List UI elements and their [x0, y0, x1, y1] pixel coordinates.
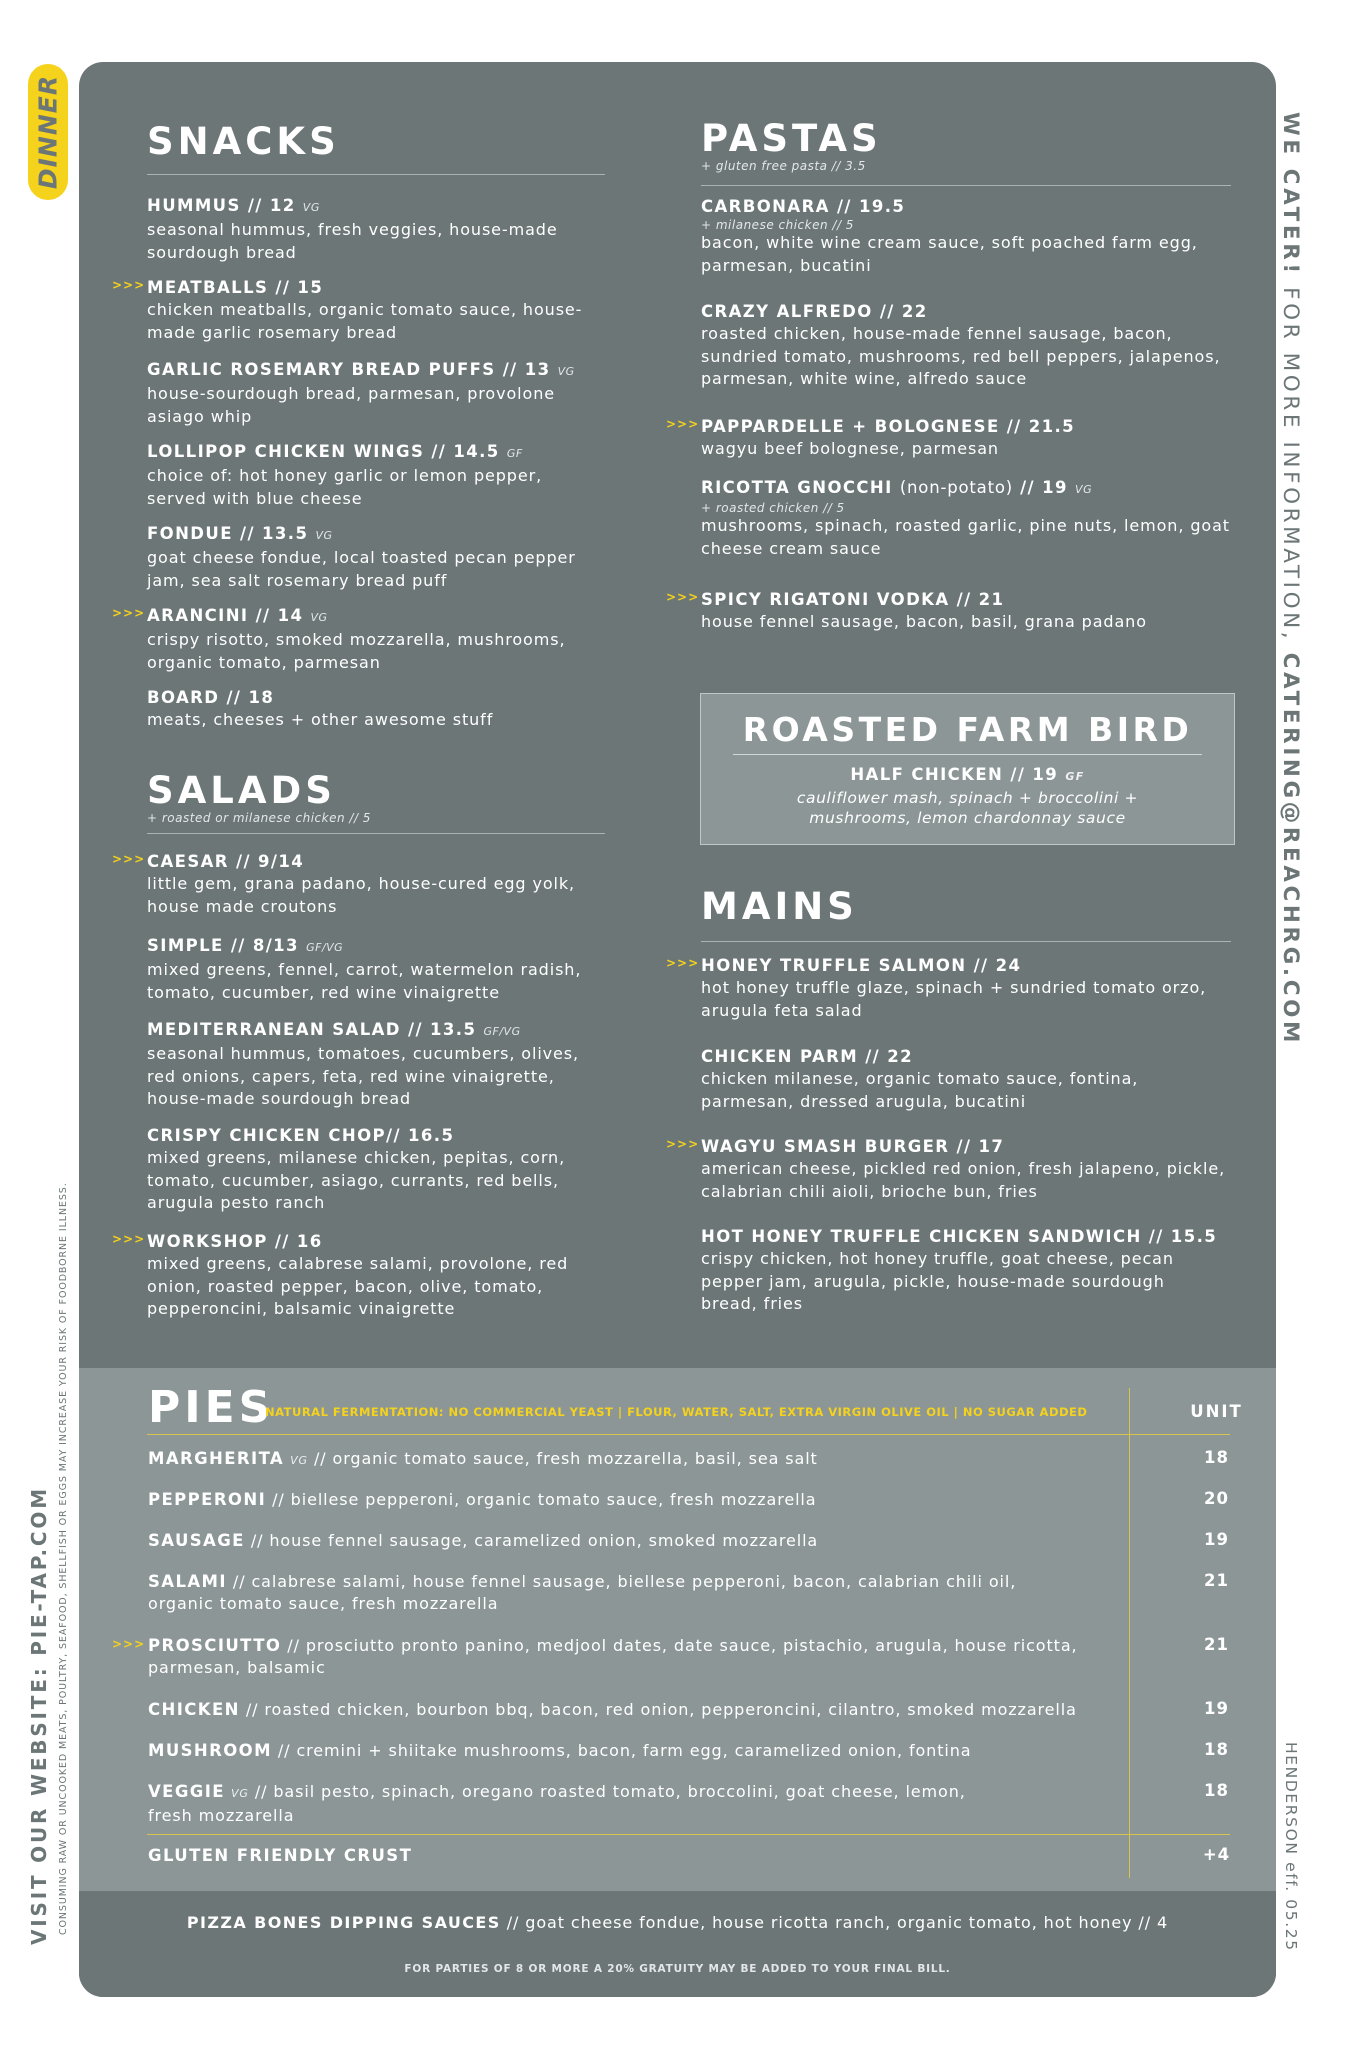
diet-tag: VG	[315, 529, 333, 542]
item-desc: mixed greens, calabrese salami, provolone, red onion, roasted pepper, bacon, olive, tomato, pepperoncini, balsamic vinaigrette	[147, 1254, 569, 1318]
menu-item	[147, 523, 597, 592]
item-desc: house-sourdough bread, parmesan, provolone asiago whip	[147, 384, 556, 426]
menu-item	[112, 1231, 597, 1321]
unit-header: UNIT	[1190, 1402, 1243, 1421]
menu-item	[701, 196, 1236, 277]
menu-card	[79, 62, 1276, 1997]
menu-item	[147, 441, 597, 510]
diet-tag: VG	[230, 1787, 249, 1800]
snacks-rule	[147, 174, 605, 175]
menu-item	[701, 764, 1234, 828]
diet-tag: VG	[1075, 483, 1093, 496]
pie-desc: // biellese pepperoni, organic tomato sauce, fresh mozzarella	[272, 1490, 817, 1509]
item-name: WAGYU SMASH BURGER // 17	[701, 1137, 1005, 1156]
dinner-tab	[28, 64, 68, 200]
menu-item	[147, 1125, 597, 1215]
featured-arrow-icon: >>>	[666, 590, 700, 604]
pie-row	[148, 1530, 1098, 1552]
menu-item	[701, 1046, 1236, 1113]
pies-note: NATURAL FERMENTATION: NO COMMERCIAL YEAST | FLOUR, WATER, SALT, EXTRA VIRGIN OLIVE OIL | NO SUGAR ADDED	[265, 1405, 1088, 1419]
consumption-text: CONSUMING RAW OR UNCOOKED MEATS, POULTRY, SEAFOOD, SHELLFISH OR EGGS MAY INCREASE YOUR RISK OF FOODBORNE ILLNESS.	[58, 1182, 69, 1935]
farm-bird-box	[700, 693, 1235, 845]
item-desc: chicken meatballs, organic tomato sauce, house-made garlic rosemary bread	[147, 300, 583, 342]
farm-bird-title: ROASTED FARM BIRD	[742, 710, 1193, 749]
diet-tag: VG	[557, 365, 575, 378]
pie-desc: // house fennel sausage, caramelized onion, smoked mozzarella	[250, 1531, 819, 1550]
pie-name: MUSHROOM	[148, 1741, 272, 1760]
pie-desc: // basil pesto, spinach, oregano roasted tomato, broccolini, goat cheese, lemon,	[254, 1782, 966, 1801]
salads-rule	[147, 833, 605, 834]
menu-item	[701, 1226, 1218, 1316]
item-name: MEATBALLS // 15	[147, 278, 324, 297]
item-desc: little gem, grana padano, house-cured egg yolk, house made croutons	[147, 874, 576, 916]
item-name: CRISPY CHICKEN CHOP// 16.5	[147, 1126, 455, 1145]
item-name: FONDUE // 13.5	[147, 524, 309, 543]
featured-arrow-icon: >>>	[112, 852, 146, 866]
diet-tag: GF/VG	[306, 941, 344, 954]
item-desc: wagyu beef bolognese, parmesan	[701, 439, 999, 458]
item-desc: crispy chicken, hot honey truffle, goat cheese, pecan pepper jam, arugula, pickle, house-made sourdough bread, fries	[701, 1249, 1174, 1313]
menu-item	[147, 359, 597, 428]
item-name-note: (non-potato)	[899, 478, 1013, 497]
location-text: HENDERSON eff. 05.25	[1282, 1742, 1300, 1952]
pie-name: SAUSAGE	[148, 1531, 245, 1550]
item-desc: mixed greens, milanese chicken, pepitas, corn, tomato, cucumber, asiago, currants, red bells, arugula pesto ranch	[147, 1148, 566, 1212]
pies-footer-rule	[147, 1834, 1230, 1835]
featured-arrow-icon: >>>	[112, 278, 146, 292]
menu-item	[112, 851, 597, 918]
pie-desc: // prosciutto pronto panino, medjool dates, date sauce, pistachio, arugula, house ricotta,	[287, 1636, 1078, 1655]
pie-name: PEPPERONI	[148, 1490, 267, 1509]
item-desc: roasted chicken, house-made fennel sausage, bacon, sundried tomato, mushrooms, red bell peppers, jalapenos, parmesan, white wine, alfredo sauce	[701, 324, 1221, 388]
dipping-name: PIZZA BONES DIPPING SAUCES	[186, 1913, 501, 1932]
dipping-desc: // goat cheese fondue, house ricotta ranch, organic tomato, hot honey // 4	[506, 1913, 1169, 1932]
diet-tag: GF	[506, 447, 523, 460]
pie-desc: // calabrese salami, house fennel sausage, biellese pepperoni, bacon, calabrian chili oil,	[232, 1572, 1017, 1591]
item-name: LOLLIPOP CHICKEN WINGS // 14.5	[147, 442, 500, 461]
pie-price: 21	[1204, 1635, 1229, 1654]
website-link[interactable]: VISIT OUR WEBSITE: PIE-TAP.COM	[27, 1486, 51, 1945]
item-desc: chicken milanese, organic tomato sauce, fontina, parmesan, dressed arugula, bucatini	[701, 1069, 1139, 1111]
pie-name: MARGHERITA	[148, 1449, 285, 1468]
item-name: CRAZY ALFREDO // 22	[701, 302, 928, 321]
item-name: WORKSHOP // 16	[147, 1232, 323, 1251]
pie-price: 19	[1204, 1530, 1229, 1549]
menu-item	[666, 416, 1236, 461]
pie-price: 21	[1204, 1571, 1229, 1590]
pie-price: 19	[1204, 1699, 1229, 1718]
item-name: BOARD // 18	[147, 688, 275, 707]
pies-header-rule	[147, 1434, 1230, 1435]
featured-arrow-icon: >>>	[666, 1137, 700, 1151]
diet-tag: GF	[1065, 770, 1085, 783]
pie-name: CHICKEN	[148, 1700, 240, 1719]
diet-tag: VG	[290, 1454, 308, 1467]
pie-row	[148, 1448, 1098, 1472]
item-desc: choice of: hot honey garlic or lemon pepper, served with blue cheese	[147, 466, 543, 508]
catering-bold: WE CATER!	[1278, 112, 1303, 277]
item-desc: hot honey truffle glaze, spinach + sundried tomato orzo, arugula feta salad	[701, 978, 1207, 1020]
pie-desc-cont: fresh mozzarella	[148, 1806, 295, 1825]
pie-row	[148, 1699, 1148, 1721]
pie-name: GLUTEN FRIENDLY CRUST	[148, 1846, 413, 1865]
pie-desc: // organic tomato sauce, fresh mozzarella, basil, sea salt	[313, 1449, 818, 1468]
pastas-note: + gluten free pasta // 3.5	[701, 159, 866, 173]
item-name: CAESAR // 9/14	[147, 852, 305, 871]
item-desc: seasonal hummus, tomatoes, cucumbers, olives, red onions, capers, feta, red wine vinaigrette, house-made sourdough bread	[147, 1044, 580, 1108]
pie-row	[148, 1489, 1098, 1511]
item-addon: + roasted chicken // 5	[701, 501, 845, 515]
menu-item	[701, 301, 1236, 391]
menu-item	[147, 935, 597, 1004]
item-desc: mixed greens, fennel, carrot, watermelon radish, tomato, cucumber, red wine vinaigrette	[147, 960, 582, 1002]
menu-item	[112, 605, 597, 674]
item-name: PAPPARDELLE + BOLOGNESE // 21.5	[701, 417, 1076, 436]
catering-email[interactable]: CATERING@REACHRG.COM	[1278, 652, 1303, 1046]
item-name: HOT HONEY TRUFFLE CHICKEN SANDWICH // 15.5	[701, 1227, 1218, 1246]
pie-name: VEGGIE	[148, 1782, 225, 1801]
pie-desc: // cremini + shiitake mushrooms, bacon, farm egg, caramelized onion, fontina	[277, 1741, 972, 1760]
menu-item	[666, 955, 1236, 1022]
farm-bird-rule	[733, 754, 1202, 755]
catering-text: FOR MORE INFORMATION,	[1278, 276, 1303, 653]
item-name: RICOTTA GNOCCHI	[701, 478, 893, 497]
item-name: HALF CHICKEN // 19	[850, 765, 1059, 784]
pie-row	[148, 1845, 1098, 1867]
item-desc: house fennel sausage, bacon, basil, grana padano	[701, 612, 1147, 631]
pastas-title: PASTAS	[701, 117, 882, 160]
item-name: ARANCINI // 14	[147, 606, 304, 625]
item-desc: goat cheese fondue, local toasted pecan pepper jam, sea salt rosemary bread puff	[147, 548, 576, 590]
item-desc: meats, cheeses + other awesome stuff	[147, 710, 494, 729]
diet-tag: VG	[310, 611, 328, 624]
pie-price: 18	[1204, 1448, 1229, 1467]
menu-item	[666, 589, 1236, 634]
dinner-label: DINNER	[33, 74, 63, 190]
menu-item	[147, 195, 597, 264]
item-name: HUMMUS // 12	[147, 196, 296, 215]
item-desc: seasonal hummus, fresh veggies, house-made sourdough bread	[147, 220, 558, 262]
dipping-section	[79, 1891, 1276, 1997]
item-desc: mushrooms, spinach, roasted garlic, pine nuts, lemon, goat cheese cream sauce	[701, 516, 1230, 558]
pie-name: SALAMI	[148, 1572, 227, 1591]
featured-arrow-icon: >>>	[112, 1232, 146, 1246]
gratuity-note: FOR PARTIES OF 8 OR MORE A 20% GRATUITY MAY BE ADDED TO YOUR FINAL BILL.	[404, 1963, 951, 1975]
pie-price: 20	[1204, 1489, 1229, 1508]
pie-desc-cont: organic tomato sauce, fresh mozzarella	[148, 1594, 499, 1613]
menu-item	[147, 1019, 597, 1111]
item-name: MEDITERRANEAN SALAD // 13.5	[147, 1020, 477, 1039]
pie-row	[148, 1571, 1098, 1615]
item-addon: + milanese chicken // 5	[701, 218, 854, 232]
item-desc: crispy risotto, smoked mozzarella, mushrooms, organic tomato, parmesan	[147, 630, 566, 672]
pie-desc-cont: parmesan, balsamic	[148, 1658, 326, 1677]
mains-title: MAINS	[701, 885, 858, 928]
item-name: SPICY RIGATONI VODKA // 21	[701, 590, 1005, 609]
item-name: HONEY TRUFFLE SALMON // 24	[701, 956, 1022, 975]
mains-rule	[701, 941, 1231, 942]
item-desc: cauliflower mash, spinach + broccolini + mushrooms, lemon chardonnay sauce	[796, 789, 1139, 827]
diet-tag: VG	[302, 201, 320, 214]
salads-title: SALADS	[147, 769, 336, 812]
salads-note: + roasted or milanese chicken // 5	[147, 811, 371, 825]
pie-row	[148, 1740, 1098, 1762]
featured-arrow-icon: >>>	[666, 956, 700, 970]
featured-arrow-icon: >>>	[112, 1637, 146, 1651]
pies-column-rule	[1129, 1388, 1130, 1878]
item-desc: american cheese, pickled red onion, fresh jalapeno, pickle, calabrian chili aioli, brioche bun, fries	[701, 1159, 1226, 1201]
menu-item	[701, 477, 1236, 560]
item-desc: bacon, white wine cream sauce, soft poached farm egg, parmesan, bucatini	[701, 233, 1198, 275]
pies-section	[79, 1368, 1276, 1891]
item-name: CARBONARA // 19.5	[701, 197, 906, 216]
pies-title: PIES	[148, 1382, 275, 1433]
featured-arrow-icon: >>>	[666, 417, 700, 431]
snacks-title: SNACKS	[147, 120, 340, 163]
item-name: CHICKEN PARM // 22	[701, 1047, 913, 1066]
menu-item	[112, 277, 597, 344]
diet-tag: GF/VG	[483, 1025, 521, 1038]
pie-price: 18	[1204, 1740, 1229, 1759]
pastas-rule	[701, 185, 1231, 186]
pie-name: PROSCIUTTO	[148, 1636, 282, 1655]
menu-item	[147, 687, 597, 732]
pie-price: +4	[1202, 1845, 1231, 1864]
pie-row	[148, 1781, 1098, 1827]
pie-price: 18	[1204, 1781, 1229, 1800]
menu-item	[666, 1136, 1236, 1203]
item-price: // 19	[1020, 478, 1068, 497]
item-name: SIMPLE // 8/13	[147, 936, 299, 955]
featured-arrow-icon: >>>	[112, 606, 146, 620]
pie-row	[112, 1635, 1098, 1679]
item-name: GARLIC ROSEMARY BREAD PUFFS // 13	[147, 360, 551, 379]
pie-desc: // roasted chicken, bourbon bbq, bacon, red onion, pepperoncini, cilantro, smoked mozzarella	[245, 1700, 1077, 1719]
